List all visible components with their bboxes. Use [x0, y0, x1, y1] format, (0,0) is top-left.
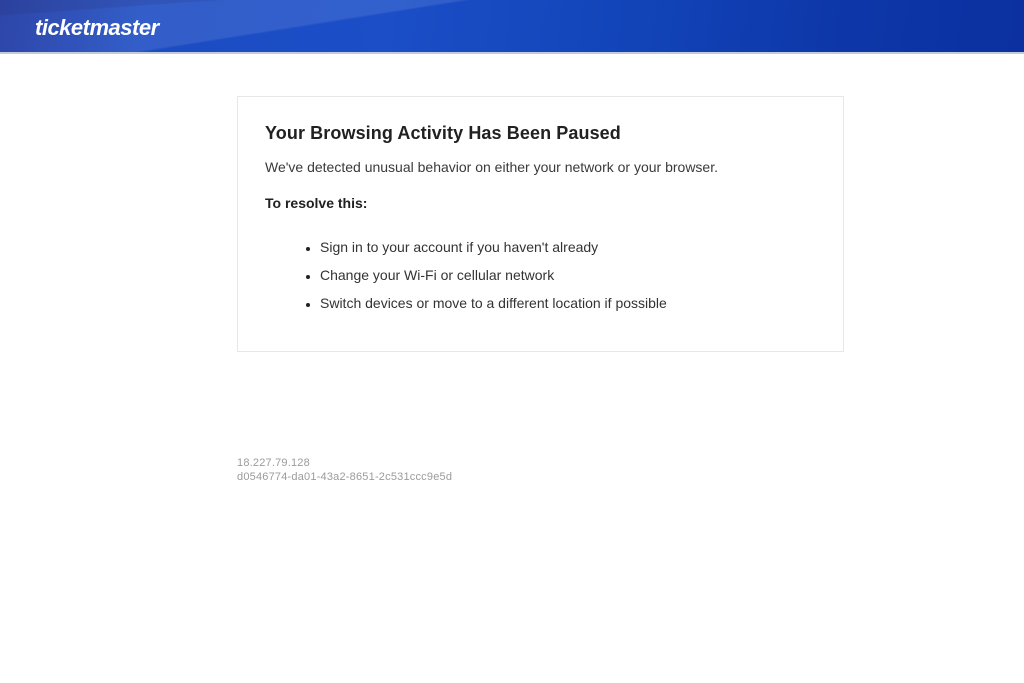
resolve-step: • Sign in to your account if you haven't already: [320, 233, 816, 261]
notice-card: [237, 96, 844, 352]
notice-title: Your Browsing Activity Has Been Paused: [265, 123, 621, 143]
resolve-step: • Switch devices or move to a different location if possible: [320, 289, 816, 317]
ticketmaster-logo[interactable]: ticketmaster: [35, 15, 159, 40]
header: [0, 0, 1024, 54]
request-id: d0546774-da01-43a2-8651-2c531ccc9e5d: [237, 471, 453, 483]
ip-address: 18.227.79.128: [237, 457, 310, 469]
resolve-steps-list: [265, 233, 816, 317]
diagnostics: [237, 456, 452, 484]
resolve-step: • Change your Wi-Fi or cellular network: [320, 261, 816, 289]
notice-description: We've detected unusual behavior on either your network or your browser.: [265, 159, 718, 175]
resolve-heading: To resolve this:: [265, 195, 368, 211]
